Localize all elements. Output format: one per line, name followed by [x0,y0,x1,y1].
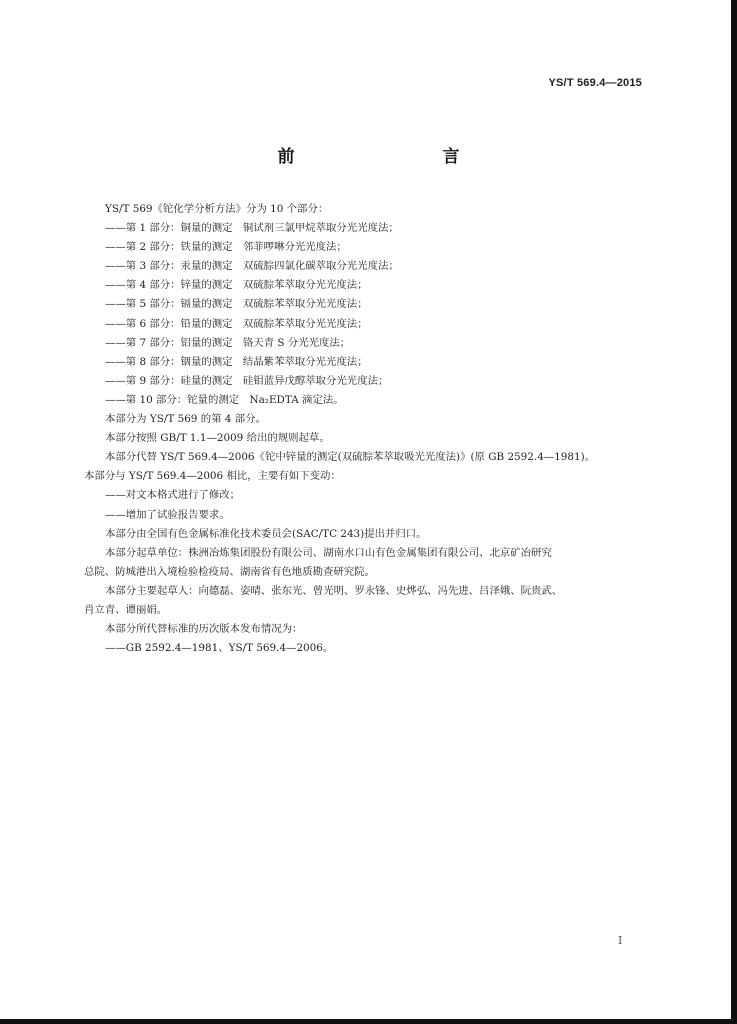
page-frame-bottom [0,1019,737,1024]
replaces-paragraph-line-2: 本部分与 YS/T 569.4—2006 相比，主要有如下变动： [84,470,341,483]
part-item-10: ——第 10 部分：铊量的测定 Na₂EDTA 滴定法。 [105,393,344,406]
intro-paragraph: YS/T 569《铊化学分析方法》分为 10 个部分： [105,203,329,215]
part-item-5: ——第 5 部分：镉量的测定 双硫腙苯萃取分光光度法； [105,298,368,311]
part-item-3: ——第 3 部分：汞量的测定 双硫腙四氯化碳萃取分光光度法； [105,260,399,273]
page-number: I [618,934,623,947]
part-item-8: ——第 8 部分：铟量的测定 结晶紫苯萃取分光光度法； [105,355,368,368]
part-item-6: ——第 6 部分：铅量的测定 双硫腙苯萃取分光光度法； [105,317,368,330]
foreword-body [84,200,644,658]
part-item-7: ——第 7 部分：铝量的测定 铬天青 S 分光光度法； [105,336,351,349]
part-of-paragraph: 本部分为 YS/T 569 的第 4 部分。 [105,413,266,426]
history-item: ——GB 2592.4—1981、YS/T 569.4—2006。 [105,642,334,655]
proposed-by-paragraph: 本部分由全国有色金属标准化技术委员会(SAC/TC 243)提出并归口。 [105,527,427,540]
page-title: 前 言 [277,147,498,167]
part-item-9: ——第 9 部分：硅量的测定 硅钼蓝异戊醇萃取分光光度法； [105,374,389,387]
drafting-units-line-2: 总院、防城港出入境检验检疫局、湖南省有色地质勘查研究院。 [84,565,375,578]
part-item-4: ——第 4 部分：锌量的测定 双硫腙苯萃取分光光度法； [105,279,368,292]
drafters-line-1: 本部分主要起草人：向德磊、姿晴、张东光、曾光明、罗永锋、史烨弘、冯先进、吕泽娥、阮贵武、 [105,584,563,597]
part-item-2: ——第 2 部分：铁量的测定 邻菲啰啉分光光度法； [105,241,347,254]
replaces-paragraph-line-1: 本部分代替 YS/T 569.4—2006《铊中锌量的测定(双硫腙苯萃取吸光光度法)》(原 GB 2592.4—1981)。 [105,451,596,464]
standard-code: YS/T 569.4—2015 [548,77,642,89]
drafters-line-2: 肖立青、谭丽娟。 [84,603,168,616]
drafting-rule-paragraph: 本部分按照 GB/T 1.1—2009 给出的规则起草。 [105,432,330,445]
part-item-1: ——第 1 部分：铜量的测定 铜试剂三氯甲烷萃取分光光度法； [105,222,399,235]
change-item-1: ——对文本格式进行了修改； [105,489,241,502]
drafting-units-line-1: 本部分起草单位：株洲冶炼集团股份有限公司、湖南水口山有色金属集团有限公司、北京矿冶研究 [105,546,552,559]
change-item-2: ——增加了试验报告要求。 [105,508,230,521]
history-intro-paragraph: 本部分所代替标准的历次版本发布情况为： [105,623,303,636]
